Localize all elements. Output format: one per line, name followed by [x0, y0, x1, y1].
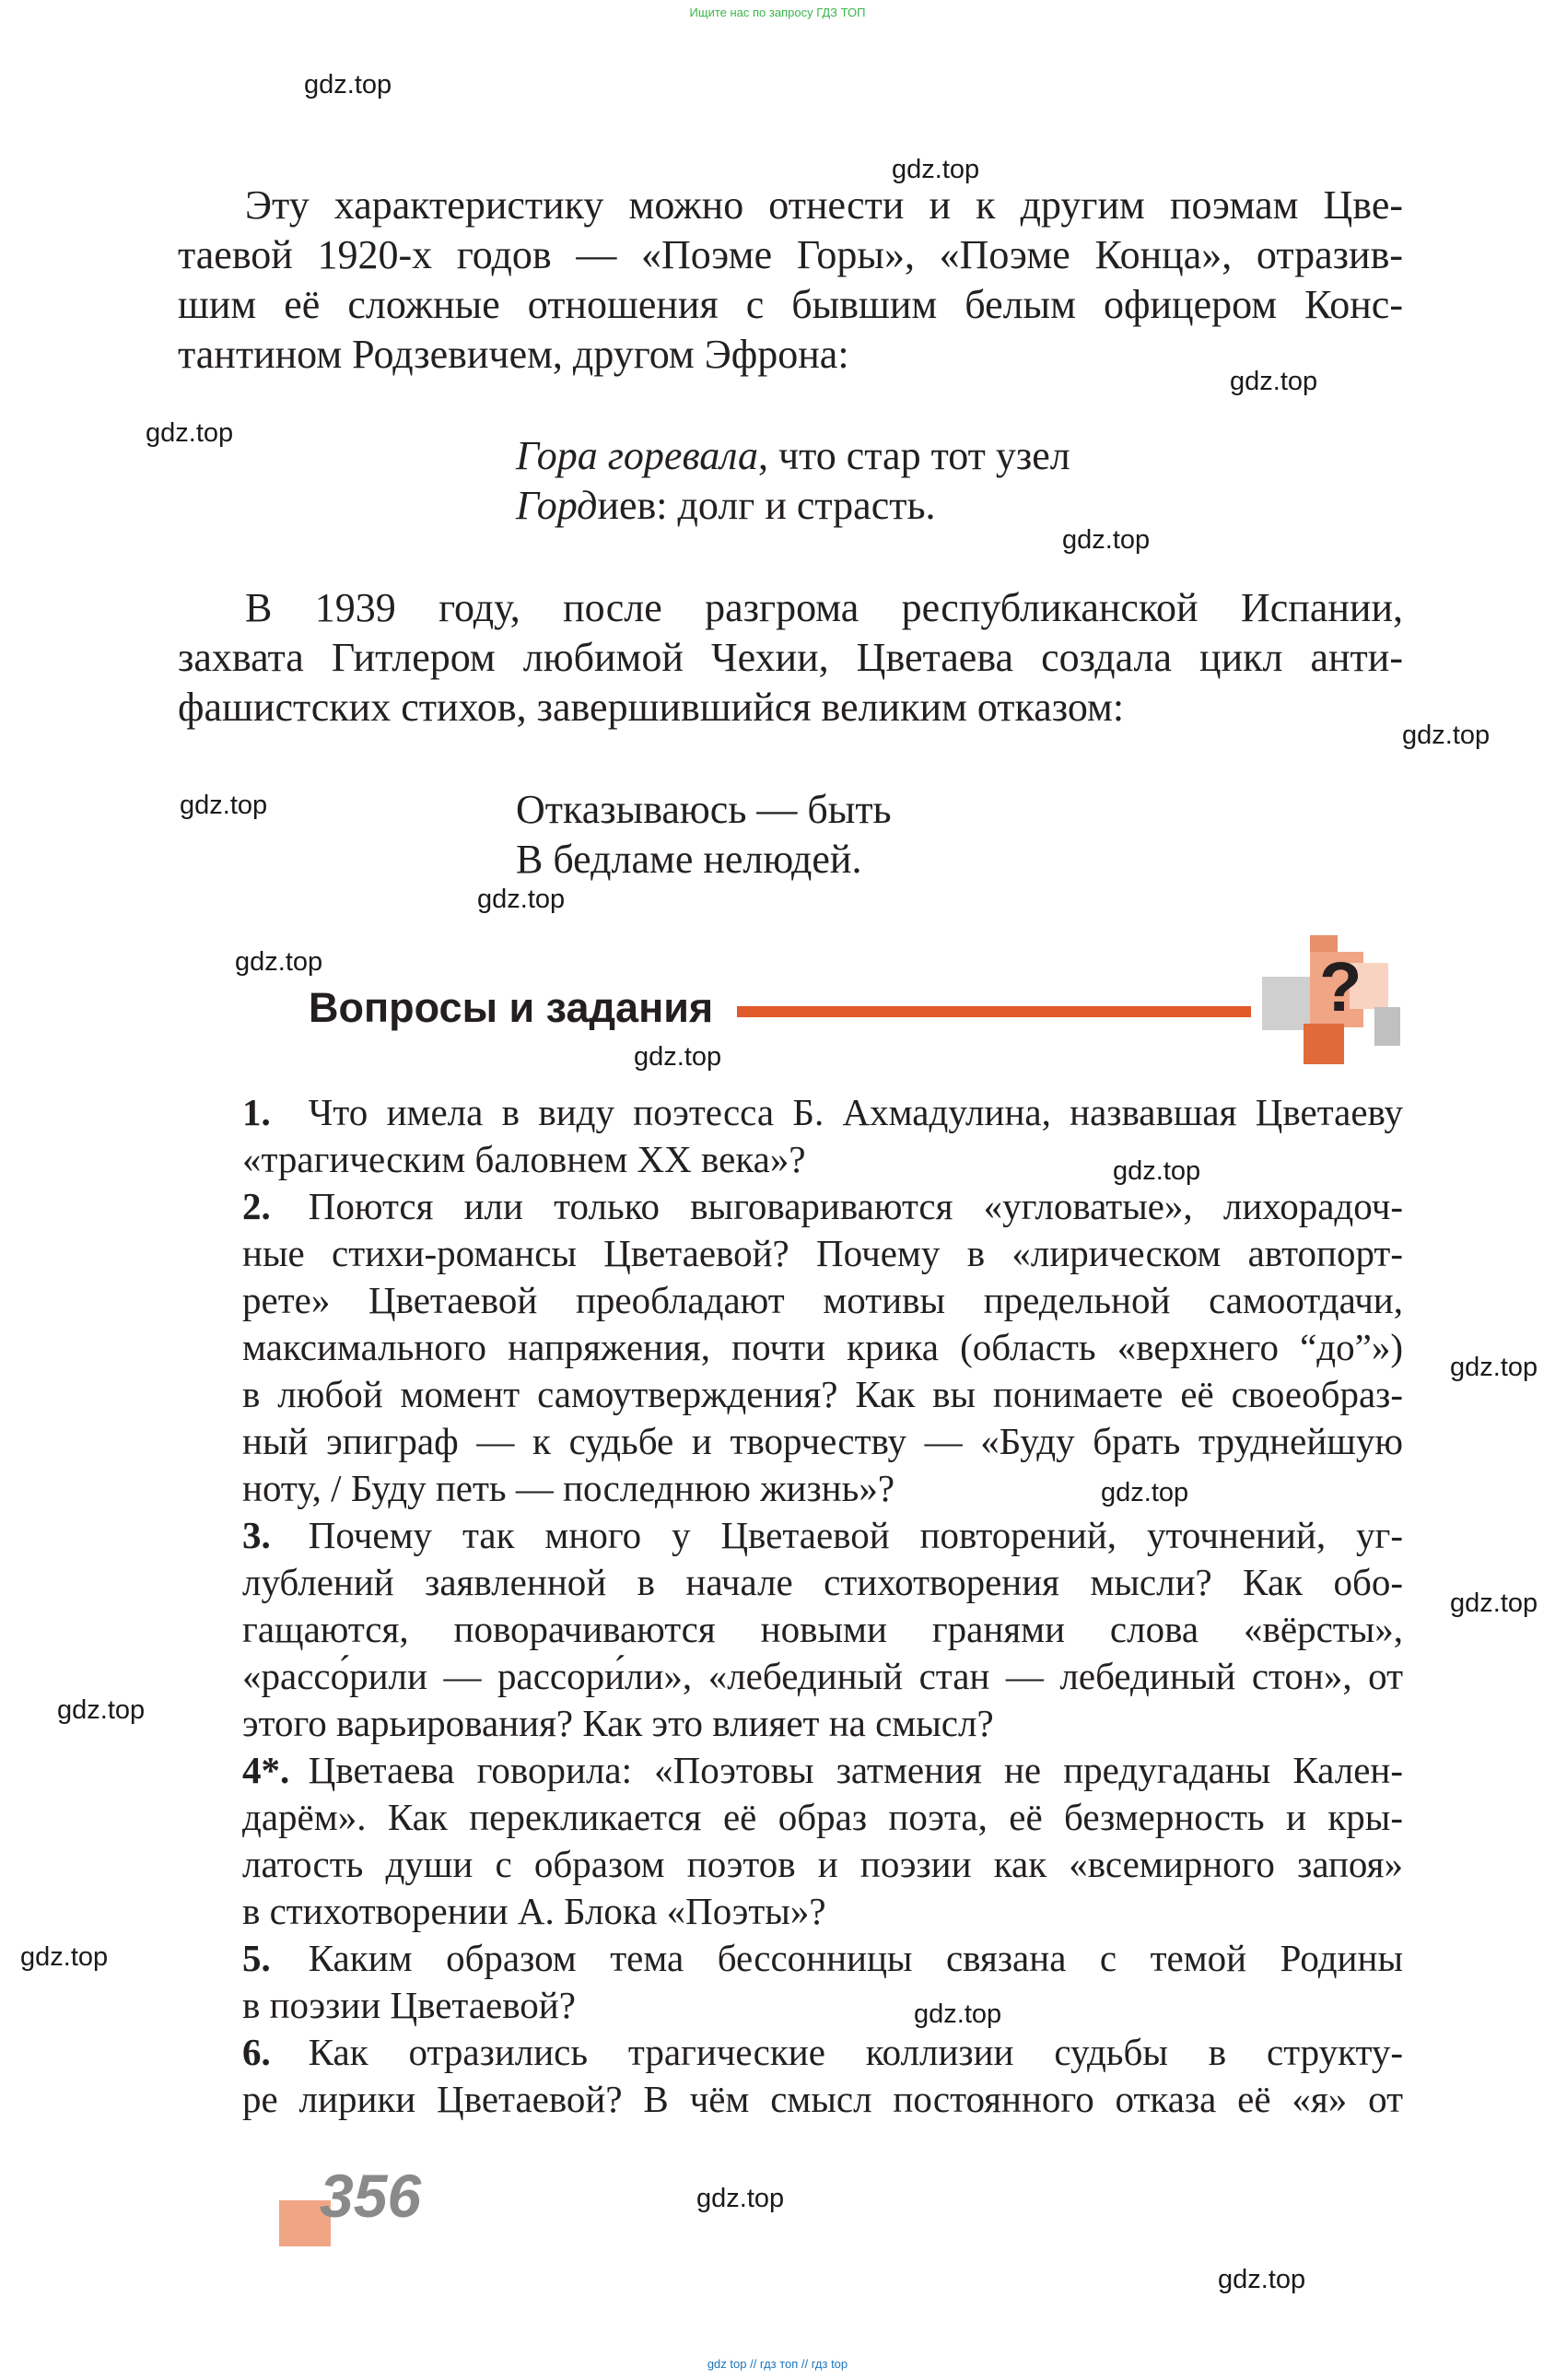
question-5 [242, 1935, 1403, 2029]
watermark: gdz.top [892, 155, 980, 184]
text-line: лублений заявленной в начале стихотворения мысли? Как обо- [242, 1561, 1403, 1603]
watermark: gdz.top [1062, 525, 1151, 555]
question-text: Почему так много у Цветаевой повторений, уточнений, уг- [308, 1514, 1403, 1556]
watermark: gdz.top [1230, 367, 1318, 396]
heading-rule [737, 1006, 1251, 1017]
text-line: тантином Родзевичем, другом Эфрона: [178, 332, 849, 377]
text-line: фашистских стихов, завершившийся великим отказом: [178, 685, 1125, 730]
text-line: шим её сложные отношения с бывшим белым офицером Конс- [178, 282, 1403, 327]
text-line: ные стихи-романсы Цветаевой? Почему в «лирическом автопорт- [242, 1232, 1403, 1274]
question-text: Что имела в виду поэтесса Б. Ахмадулина, назвавшая Цветаеву [308, 1091, 1403, 1133]
watermark: gdz.top [304, 70, 392, 100]
verse-quote-2 [516, 785, 892, 885]
section-heading: Вопросы и задания [309, 984, 714, 1031]
question-2 [242, 1183, 1403, 1512]
verse-text: иев: долг и страсть. [597, 483, 936, 528]
header-note: Ищите нас по запросу ГДЗ ТОП [689, 6, 866, 19]
question-number: 2. [242, 1185, 271, 1227]
text-line: захвата Гитлером любимой Чехии, Цветаева создала цикл анти- [178, 635, 1403, 680]
question-mark-icon [1262, 935, 1409, 1066]
watermark: gdz.top [914, 1999, 1002, 2029]
text-line: максимального напряжения, почти крика (область «верхнего “до”») [242, 1326, 1403, 1368]
text-line [242, 1935, 1403, 1982]
text-line: в любой момент самоутверждения? Как вы понимаете её своеобраз- [242, 1373, 1403, 1415]
watermark: gdz.top [1450, 1589, 1538, 1618]
question-number: 5. [242, 1937, 271, 1979]
question-text: Как отразились трагические коллизии судьбы в структу- [308, 2031, 1403, 2073]
paragraph-2 [178, 583, 1403, 733]
question-number: 3. [242, 1514, 271, 1556]
text-line: ный эпиграф — к судьбе и творчеству — «Буду брать труднейшую [242, 1420, 1403, 1462]
watermark: gdz.top [235, 947, 323, 977]
question-glyph: ? [1319, 948, 1362, 1026]
watermark: gdz.top [20, 1942, 109, 1972]
text-line: «трагическим баловнем XX века»? [242, 1138, 806, 1180]
verse-text: , что стар тот узел [757, 433, 1070, 478]
watermark: gdz.top [1450, 1353, 1538, 1382]
text-line: этого варьирования? Как это влияет на смысл? [242, 1702, 994, 1744]
icon-square [1304, 1024, 1344, 1064]
question-number: 6. [242, 2031, 271, 2073]
watermark: gdz.top [634, 1042, 722, 1072]
text-line [242, 1183, 1403, 1230]
question-text: Поются или только выговариваются «угловатые», лихорадоч- [308, 1185, 1403, 1227]
verse-italic: Гора горевала [516, 433, 758, 478]
text-line [242, 1089, 1403, 1136]
watermark: gdz.top [1113, 1156, 1201, 1186]
text-line: ноту, / Буду петь — последнюю жизнь»? [242, 1467, 895, 1509]
question-3 [242, 1512, 1403, 1747]
question-number: 1. [242, 1091, 271, 1133]
text-line: В 1939 году, после разгрома республиканской Испании, [245, 585, 1403, 630]
watermark: gdz.top [696, 2184, 785, 2213]
text-line: латость души с образом поэтов и поэзии как «всемирного запоя» [242, 1843, 1403, 1885]
question-6 [242, 2029, 1403, 2123]
question-1 [242, 1089, 1403, 1183]
watermark: gdz.top [1218, 2265, 1306, 2294]
icon-square [1374, 1007, 1400, 1046]
text-line: ре лирики Цветаевой? В чём смысл постоянного отказа её «я» от [242, 2078, 1403, 2120]
text-line: Эту характеристику можно отнести и к другим поэмам Цве- [245, 182, 1403, 228]
verse-line: Отказываюсь — быть [516, 787, 892, 832]
text-line: в стихотворении А. Блока «Поэты»? [242, 1890, 826, 1932]
text-line: рете» Цветаевой преобладают мотивы предельной самоотдачи, [242, 1279, 1403, 1321]
watermark: gdz.top [57, 1695, 146, 1725]
text-line: таевой 1920-х годов — «Поэме Горы», «Поэме Конца», отразив- [178, 232, 1403, 277]
question-text: Каким образом тема бессонницы связана с темой Родины [308, 1937, 1403, 1979]
verse-line [516, 431, 1070, 481]
text-line [242, 1747, 1403, 1794]
verse-line: В бедламе нелюдей. [516, 837, 862, 882]
question-4 [242, 1747, 1403, 1935]
footer-note: gdz top // гдз топ // гдз top [707, 2357, 848, 2371]
text-line: гащаются, поворачиваются новыми гранями слова «вёрсты», [242, 1608, 1403, 1650]
watermark: gdz.top [180, 791, 268, 820]
text-line: в поэзии Цветаевой? [242, 1984, 576, 2026]
text-line: «рассо́рили — рассори́ли», «лебединый стан — лебединый стон», от [242, 1655, 1403, 1697]
text-line: дарём». Как перекликается её образ поэта, её безмерность и кры- [242, 1796, 1403, 1838]
intro-paragraph [178, 181, 1403, 380]
watermark: gdz.top [1101, 1478, 1189, 1507]
page-number: 356 [320, 2162, 422, 2230]
text-line [242, 2029, 1403, 2076]
watermark: gdz.top [477, 885, 566, 914]
verse-line [516, 481, 1070, 531]
watermark: gdz.top [1402, 721, 1491, 750]
watermark: gdz.top [146, 418, 234, 448]
verse-italic: Горд [516, 483, 598, 528]
text-line [242, 1512, 1403, 1559]
question-number: 4*. [242, 1749, 290, 1791]
question-text: Цветаева говорила: «Поэтовы затмения не предугаданы Кален- [308, 1749, 1403, 1791]
verse-quote-1 [516, 431, 1070, 531]
